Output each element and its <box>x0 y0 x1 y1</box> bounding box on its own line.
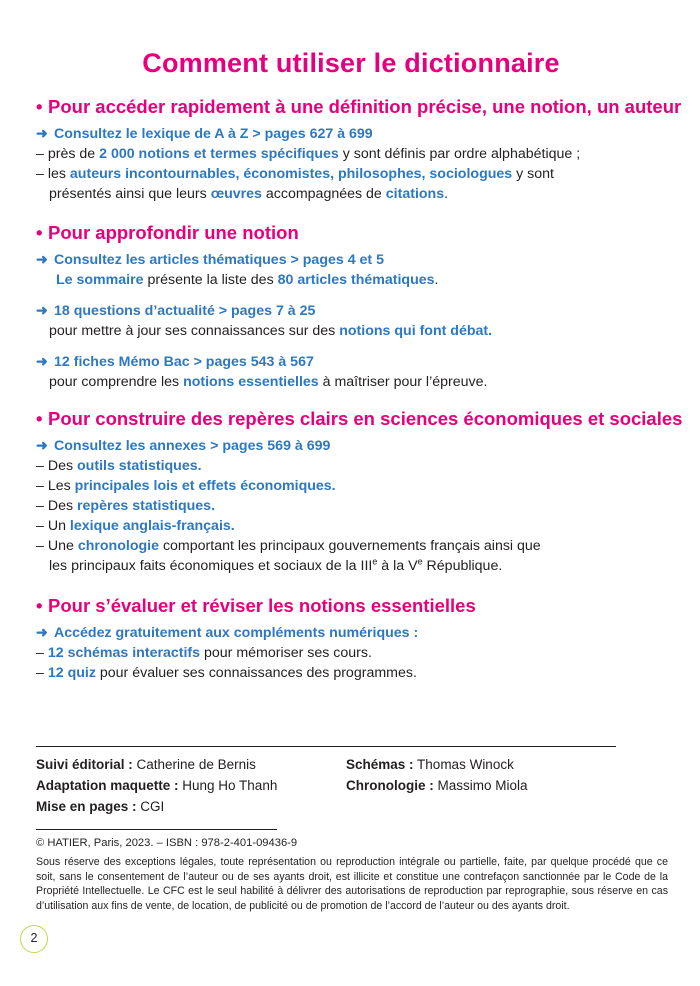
copyright-line: © HATIER, Paris, 2023. – ISBN : 978-2-401-09436-9 <box>36 837 298 849</box>
copyright-divider <box>36 829 277 830</box>
list-item: – les auteurs incontournables, économistes, philosophes, sociologues y sont <box>36 166 554 182</box>
list-item: Le sommaire présente la liste des 80 articles thématiques. <box>56 272 439 288</box>
credit-line: Chronologie : Massimo Miola <box>346 778 528 793</box>
lexique-link: ➜ Consultez le lexique de A à Z > pages 627 à 699 <box>36 126 373 142</box>
arrow-right-icon: ➜ <box>36 625 48 641</box>
page-number: 2 <box>20 925 48 953</box>
arrow-right-icon: ➜ <box>36 354 48 370</box>
credits-left <box>36 754 277 817</box>
credit-line: Schémas : Thomas Winock <box>346 757 514 772</box>
list-item: – 12 schémas interactifs pour mémoriser ses cours. <box>36 645 372 661</box>
page-title: Comment utiliser le dictionnaire <box>142 48 560 78</box>
arrow-right-icon: ➜ <box>36 252 48 268</box>
credit-line: Suivi éditorial : Catherine de Bernis <box>36 757 256 772</box>
questions-link: ➜ 18 questions d’actualité > pages 7 à 25 <box>36 303 316 319</box>
list-item: pour mettre à jour ses connaissances sur des notions qui font débat. <box>49 323 493 339</box>
complements-link: ➜ Accédez gratuitement aux compléments numériques : <box>36 625 419 641</box>
list-item-continued: présentés ainsi que leurs œuvres accompagnées de citations. <box>49 186 449 202</box>
section-evaluer <box>36 595 676 683</box>
arrow-right-icon: ➜ <box>36 438 48 454</box>
legal-notice: Sous réserve des exceptions légales, toute représentation ou reproduction intégrale ou partielle, faite, par quelque procédé que ce soit, sans le consentement de l’auteur ou de ses ayants droit, est illicite et constitue une contrefaçon sanctionnée par le Code de la Propriété Intellectuelle. Le CFC est le seul habilité à délivrer des autorisations de reproduction par reprographie, sous réserve en cas d’utilisation aux fins de vente, de location, de publicité ou de promotion de l’accord de l’auteur ou des ayants droit. <box>36 856 668 912</box>
section-heading: • Pour approfondir une notion <box>36 222 299 243</box>
list-item: – Les principales lois et effets économiques. <box>36 478 336 494</box>
section-definitions <box>36 96 682 204</box>
section-heading: • Pour accéder rapidement à une définition précise, une notion, un auteur <box>36 96 682 117</box>
bullet-icon: • <box>36 595 43 616</box>
list-item: – Une chronologie comportant les principaux gouvernements français ainsi que <box>36 538 541 554</box>
section-heading: • Pour construire des repères clairs en sciences économiques et sociales <box>36 408 683 429</box>
annexes-link: ➜ Consultez les annexes > pages 569 à 699 <box>36 438 331 454</box>
bullet-icon: • <box>36 222 43 243</box>
list-item-continued: les principaux faits économiques et sociaux de la IIIe à la Ve République. <box>49 556 503 574</box>
arrow-right-icon: ➜ <box>36 126 48 142</box>
list-item: – près de 2 000 notions et termes spécifiques y sont définis par ordre alphabétique ; <box>36 146 581 162</box>
articles-link: ➜ Consultez les articles thématiques > pages 4 et 5 <box>36 252 384 268</box>
list-item: – Des outils statistiques. <box>36 458 202 474</box>
bullet-icon: • <box>36 96 43 117</box>
bullet-icon: • <box>36 408 43 429</box>
section-approfondir <box>36 222 676 392</box>
list-item: pour comprendre les notions essentielles à maîtriser pour l’épreuve. <box>49 374 488 390</box>
arrow-right-icon: ➜ <box>36 303 48 319</box>
credit-line: Adaptation maquette : Hung Ho Thanh <box>36 778 278 793</box>
list-item: – 12 quiz pour évaluer ses connaissances des programmes. <box>36 665 417 681</box>
fiches-link: ➜ 12 fiches Mémo Bac > pages 543 à 567 <box>36 354 314 370</box>
credits-right <box>346 754 528 796</box>
section-heading: • Pour s’évaluer et réviser les notions essentielles <box>36 595 476 616</box>
section-reperes <box>36 408 683 576</box>
credit-line: Mise en pages : CGI <box>36 799 165 814</box>
credits-divider <box>36 746 616 747</box>
list-item: – Des repères statistiques. <box>36 498 216 514</box>
list-item: – Un lexique anglais-français. <box>36 518 235 534</box>
